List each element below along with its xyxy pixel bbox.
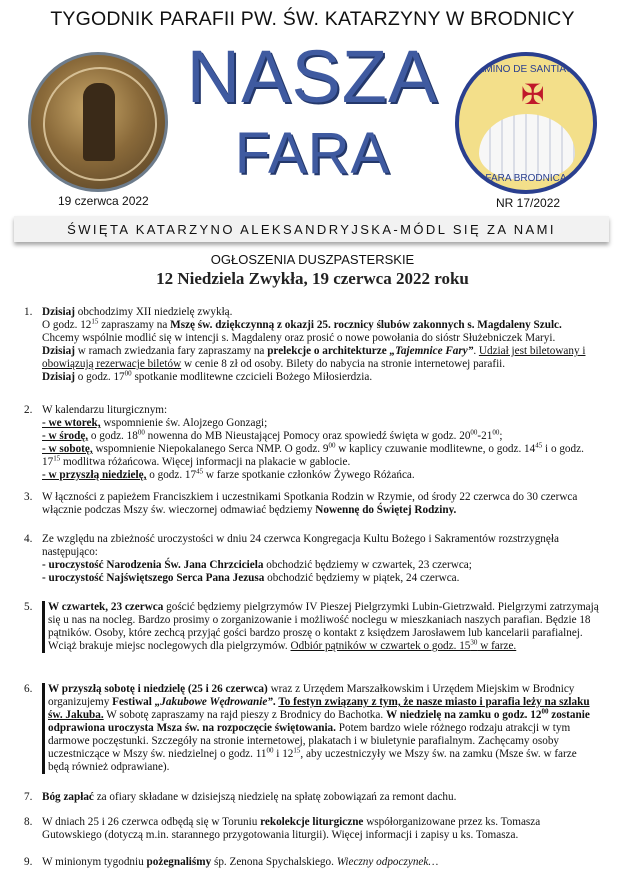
item-body: W dniach 25 i 26 czerwca odbędą się w Toruniu rekolekcje liturgiczne współorganizowane przez ks. Tomasza Gutowskiego (dotyczą m.in. starannego przygotowania liturgii). Więcej informacji i zapisy u ks. Tomasza. — [42, 816, 541, 841]
announcement-1 — [24, 306, 600, 384]
item-body: Ze względu na zbieżność uroczystości w dniu 24 czerwca Kongregacja Kultu Bożego i Sakramentów rozstrzygnęła następująco: - uroczystość Narodzenia Św. Jana Chrzciciela obchodzić będziemy w czwartek, 23 czerwca; - uroczystość Najświętszego Serca Pana Jezusa obchodzić będziemy w piątek, 24 czerwca. — [42, 533, 559, 584]
item-number: 8. — [24, 816, 33, 828]
section-title: 12 Niedziela Zwykła, 19 czerwca 2022 roku — [156, 269, 469, 288]
item-body: W przyszłą sobotę i niedzielę (25 i 26 czerwca) wraz z Urzędem Marszałkowskim i Urzędem Miejskim w Brodnicy organizujemy Festiwal „Jakubowe Wędrowanie”. To festyn związany z tym, że nasze miasto i parafia leży na szlaku św. Jakuba. W sobotę zapraszamy na rajd pieszy z Brodnicy do Bachotka. W niedzielę na zamku o godz. $12^{00}$ zostanie odprawiona uroczysta Msza św. na rozpoczęcie świętowania. Potem bardzo wiele różnego rodzaju atrakcji w tym darmowe poczęstunki. Szczegóły na stronie internetowej, plakatach i w biuletynie parafialnym. Zachęcamy osoby uczestniczące w Mszy św. niedzielnej o godz. $11^{00}$ i $12^{15}$, aby uczestniczyły we Mszy św. na zamku (Msze św. w farze będą również odprawiane). — [42, 683, 600, 774]
issue-date: 19 czerwca 2022 — [58, 194, 149, 208]
item-body: W minionym tygodniu pożegnaliśmy śp. Zenona Spychalskiego. Wieczny odpoczynek… — [42, 856, 439, 868]
item-number: 7. — [24, 791, 33, 803]
item-body: W kalendarzu liturgicznym: - we wtorek, wspomnienie św. Alojzego Gonzagi; - w środę, o godz. $18^{00}$ nowenna do MB Nieustającej Pomocy oraz spowiedź święta w godz. $20^{00}-21^{00}$; - w sobotę, wspomnienie Niepokalanego Serca NMP. O godz. $9^{00}$ w kaplicy czuwanie modlitewne, o godz. $14^{45}$ i o godz. $17^{15}$ modlitwa różańcowa. Więcej informacji na plakacie w gablocie. - w przyszłą niedzielę, o godz. $17^{45}$ w farze spotkanie członków Żywego Różańca. — [42, 404, 584, 481]
item-number: 4. — [24, 533, 33, 545]
item-number: 1. — [24, 306, 33, 318]
item-body: W łączności z papieżem Franciszkiem i uczestnikami Spotkania Rodzin w Rzymie, od środy 22 czerwca do 30 czerwca włącznie podczas Mszy św. wieczornej odmawiać będziemy Nowennę do Świętej Rodziny. — [42, 491, 578, 516]
section-subtitle: OGŁOSZENIA DUSZPASTERSKIE — [210, 252, 415, 267]
item-body: W czwartek, 23 czerwca gościć będziemy pielgrzymów IV Pieszej Pielgrzymki Lubin-Gietrzwałd. Pielgrzymi zatrzymają się u nas na nocleg. Bardzo prosimy o zorganizowanie i możliwość noclegu w mieszkaniach naszych parafian. Będzie 18 pątników. Osoby, które zechcą przyjąć gości bardzo proszę o kontakt z księdzem Jarosławem lub kancelarii parafialnej. Wciąż brakuje miejsc noclegowych dla pielgrzymów. Odbiór pątników w czwartek o godz. $15^{30}$ w farze. — [42, 601, 600, 653]
item-body: Dzisiaj obchodzimy XII niedzielę zwykłą. O godz. $12^{15}$ zapraszamy na Mszę św. dziękczynną z okazji 25. rocznicy ślubów zakonnych s. Magdaleny Szulc. Chcemy wspólnie modlić się w intencji s. Magdaleny oraz prosić o nowe powołania do sióstr Służebniczek Maryi. Dzisiaj w ramach zwiedzania fary zapraszamy na prelekcje o architekturze „Tajemnice Fary”. Udział jest biletowany i obowiązują rezerwacje biletów w cenie 8 zł od osoby. Bilety do nabycia na stronie internetowej parafii. Dzisiaj o godz. $17^{00}$ spotkanie modlitewne czcicieli Bożego Miłosierdzia. — [42, 306, 586, 383]
camino-seal-bottom-text: FARA BRODNICA — [485, 173, 567, 184]
item-number: 9. — [24, 856, 33, 868]
parish-seal-logo — [28, 52, 168, 192]
item-number: 5. — [24, 601, 33, 613]
item-number: 2. — [24, 404, 33, 416]
item-number: 6. — [24, 683, 33, 695]
announcement-8 — [24, 816, 600, 842]
masthead-nasza: NASZA — [186, 35, 439, 118]
newsletter-top-title: TYGODNIK PARAFII PW. ŚW. KATARZYNY W BRODNICY — [50, 8, 575, 30]
saint-figure-icon — [83, 83, 115, 161]
issue-number: NR 17/2022 — [496, 196, 561, 210]
announcement-3 — [24, 491, 600, 517]
item-number: 3. — [24, 491, 33, 503]
masthead-fara: FARA — [234, 121, 391, 186]
item-body: Bóg zapłać za ofiary składane w dzisiejszą niedzielę na spłatę zobowiązań za remont dachu. — [42, 791, 457, 803]
announcement-5 — [24, 601, 600, 653]
announcement-2 — [24, 404, 600, 482]
camino-seal-top-text: CAMINO DE SANTIAGO — [470, 64, 582, 75]
announcement-4 — [24, 533, 600, 585]
announcement-9 — [24, 856, 600, 869]
announcement-6 — [24, 683, 600, 774]
camino-seal-logo — [455, 52, 597, 194]
announcement-7 — [24, 791, 600, 804]
prayer-banner: ŚWIĘTA KATARZYNO ALEKSANDRYJSKA-MÓDL SIĘ ZA NAMI — [14, 216, 609, 242]
santiago-cross-icon: ✠ — [521, 80, 545, 111]
scallop-shell-icon — [479, 114, 575, 180]
